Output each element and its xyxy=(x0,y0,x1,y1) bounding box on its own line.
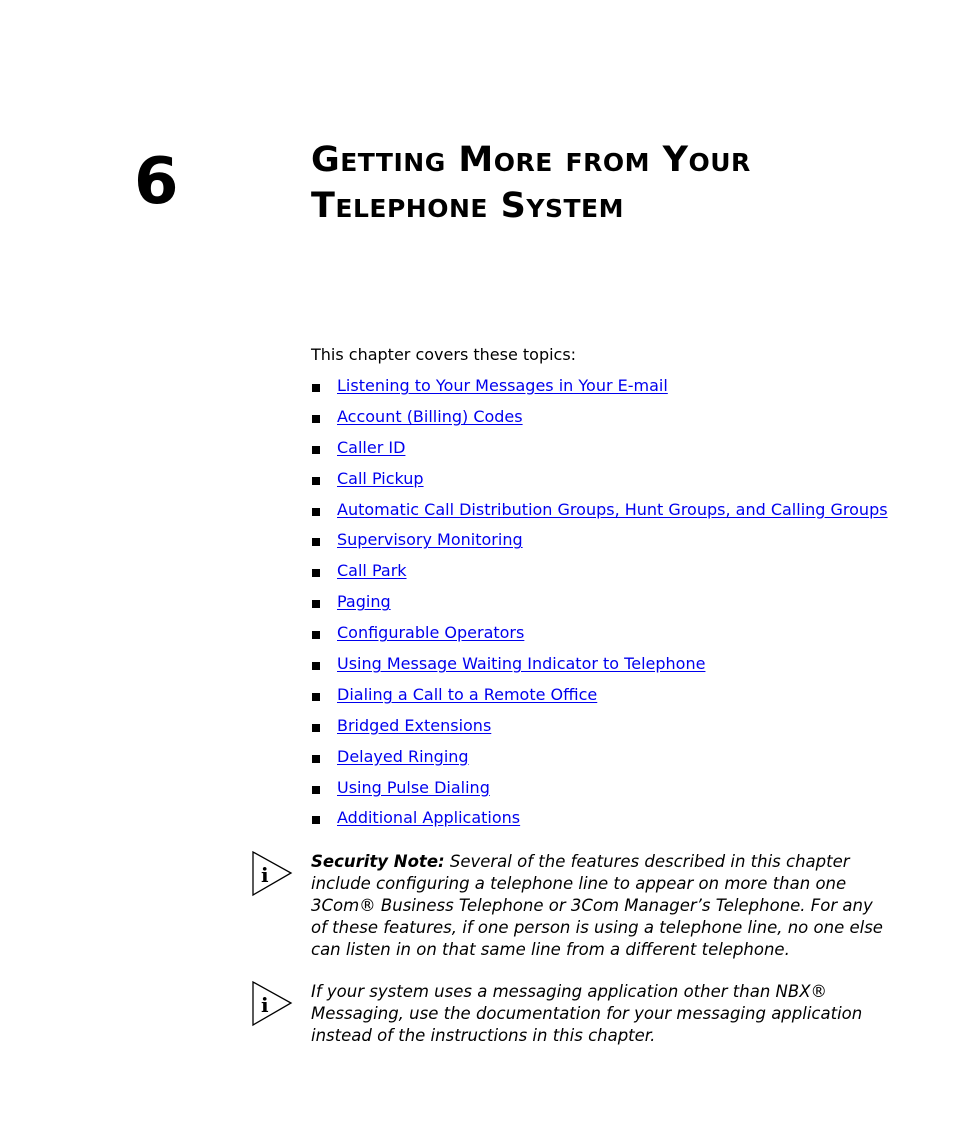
topic-link[interactable]: Dialing a Call to a Remote Office xyxy=(337,684,598,704)
topic-link[interactable]: Supervisory Monitoring xyxy=(337,530,523,550)
svg-text:i: i xyxy=(261,863,269,887)
chapter-title xyxy=(311,137,911,229)
bullet-icon xyxy=(312,384,320,392)
topic-link[interactable]: Caller ID xyxy=(337,437,406,457)
bullet-icon xyxy=(312,693,320,701)
info-icon xyxy=(252,851,294,897)
bullet-icon xyxy=(312,600,320,608)
chapter-number: 6 xyxy=(134,145,179,219)
security-note-body: Several of the features described in this chapter include configuring a telephone line to appear on more than one 3Com® Business Telephone or 3Com Manager’s Telephone. For any of these features, if one person is using a telephone line, no one else can listen in on that same line from a different telephone. xyxy=(311,852,883,959)
bullet-icon xyxy=(312,786,320,794)
bullet-icon xyxy=(312,816,320,824)
topic-link[interactable]: Call Park xyxy=(337,561,407,581)
bullet-icon xyxy=(312,569,320,577)
topic-link[interactable]: Call Pickup xyxy=(337,468,424,488)
svg-text:i: i xyxy=(261,993,269,1017)
topic-link[interactable]: Automatic Call Distribution Groups, Hunt Groups, and Calling Groups xyxy=(337,499,888,519)
bullet-icon xyxy=(312,508,320,516)
info-icon xyxy=(252,981,294,1027)
topic-link[interactable]: Using Pulse Dialing xyxy=(337,777,490,797)
bullet-icon xyxy=(312,415,320,423)
topic-link[interactable]: Using Message Waiting Indicator to Telephone xyxy=(337,654,706,674)
topic-link[interactable]: Bridged Extensions xyxy=(337,715,492,735)
security-note-label: Security Note: xyxy=(311,852,445,871)
topic-link[interactable]: Paging xyxy=(337,592,391,612)
topic-link[interactable]: Account (Billing) Codes xyxy=(337,406,523,426)
bullet-icon xyxy=(312,724,320,732)
bullet-icon xyxy=(312,446,320,454)
chapter-title-line-1: Getting More from Your xyxy=(311,140,751,180)
chapter-title-line-2: Telephone System xyxy=(311,186,624,226)
bullet-icon xyxy=(312,477,320,485)
intro-text: This chapter covers these topics: xyxy=(311,345,577,364)
topic-link[interactable]: Listening to Your Messages in Your E-mail xyxy=(337,376,668,395)
topic-link[interactable]: Configurable Operators xyxy=(337,623,525,643)
topic-link[interactable]: Additional Applications xyxy=(337,808,521,828)
bullet-icon xyxy=(312,662,320,670)
messaging-note-text: If your system uses a messaging application other than NBX® Messaging, use the documentation for your messaging application instead of the instructions in this chapter. xyxy=(311,982,863,1045)
topic-link[interactable]: Delayed Ringing xyxy=(337,746,469,766)
security-note-text xyxy=(311,851,889,961)
bullet-icon xyxy=(312,538,320,546)
bullet-icon xyxy=(312,631,320,639)
bullet-icon xyxy=(312,755,320,763)
